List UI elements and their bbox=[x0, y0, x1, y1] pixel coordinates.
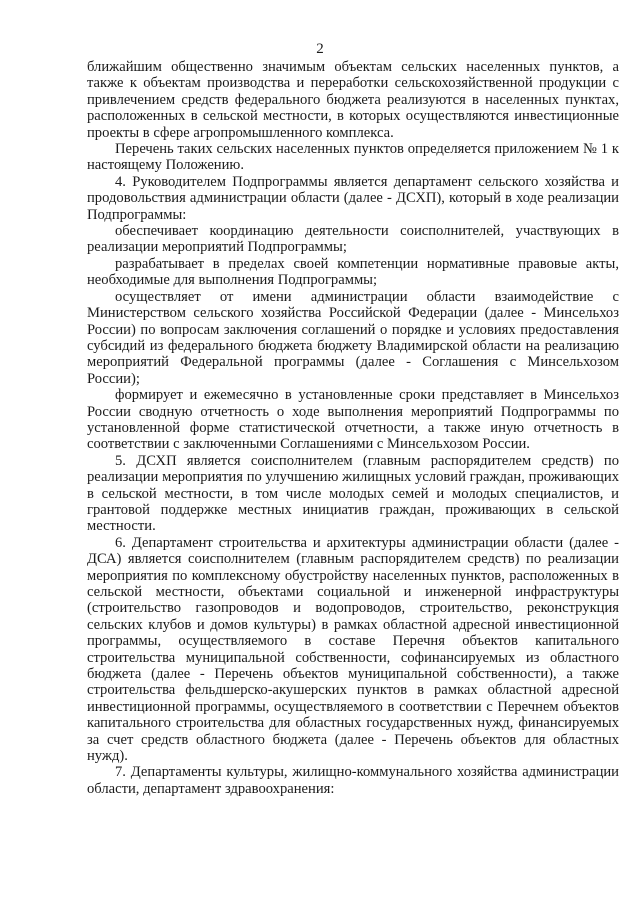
paragraph-reporting: формирует и ежемесячно в установленные сроки представляет в Минсельхоз России сводную отчетность о ходе выполнения мероприятий Подпрограммы по установленной форме статистической отчетности, а также иную отчетность в соответствии с заключенными Соглашениями с Минсельхозом России. bbox=[87, 387, 619, 453]
document-body bbox=[87, 59, 619, 797]
paragraph-interaction: осуществляет от имени администрации области взаимодействие с Министерством сельского хозяйства Российской Федерации (далее - Минсельхоз России) по вопросам заключения соглашений о порядке и условиях предоставления субсидий из федерального бюджета бюджету Владимирской области на реализацию мероприятий Федеральной программы (далее - Соглашения с Минсельхозом России); bbox=[87, 288, 619, 387]
paragraph-item-4: 4. Руководителем Подпрограммы является департамент сельского хозяйства и продовольствия администрации области (далее - ДСХП), который в ходе реализации Подпрограммы: bbox=[87, 173, 619, 223]
paragraph-legal-acts: разрабатывает в пределах своей компетенции нормативные правовые акты, необходимые для выполнения Подпрограммы; bbox=[87, 255, 619, 289]
paragraph-item-7: 7. Департаменты культуры, жилищно-коммунального хозяйства администрации области, департамент здравоохранения: bbox=[87, 764, 619, 797]
paragraph-coordination: обеспечивает координацию деятельности соисполнителей, участвующих в реализации мероприятий Подпрограммы; bbox=[87, 223, 619, 256]
paragraph-item-6: 6. Департамент строительства и архитектуры администрации области (далее - ДСА) является соисполнителем (главным распорядителем средств) по реализации мероприятия по комплексному обустройству населенных пунктов, расположенных в сельской местности, объектами социальной и инженерной инфраструктуры (строительство газопроводов и водопроводов, строительство, реконструкция сельских клубов и домов культуры) в рамках областной адресной инвестиционной программы, осуществляемого в составе Перечня объектов капитального строительства муниципальной собственности, софинансируемых из областного бюджета (далее - Перечень объектов муниципальной собственности), а также строительства фельдшерско-акушерских пунктов в рамках областной адресной инвестиционной программы, осуществляемого в соответствии с Перечнем объектов капитального строительства для областных государственных нужд, финансируемых за счет средств областного бюджета (далее - Перечень объектов для областных нужд). bbox=[87, 534, 619, 765]
paragraph-intro: ближайшим общественно значимым объектам сельских населенных пунктов, а также к объектам производства и переработки сельскохозяйственной продукции с привлечением средств федерального бюджета реализуются в населенных пунктах, расположенных в сельской местности, в которых осуществляются инвестиционные проекты в сфере агропромышленного комплекса. bbox=[87, 59, 619, 141]
paragraph-item-5: 5. ДСХП является соисполнителем (главным распорядителем средств) по реализации мероприятия по улучшению жилищных условий граждан, проживающих в сельской местности, в том числе молодых семей и молодых специалистов, и грантовой поддержке местных инициатив граждан, проживающих в сельской местности. bbox=[87, 452, 619, 535]
page-number: 2 bbox=[316, 41, 324, 57]
paragraph-list-reference: Перечень таких сельских населенных пунктов определяется приложением № 1 к настоящему Положению. bbox=[87, 141, 619, 174]
